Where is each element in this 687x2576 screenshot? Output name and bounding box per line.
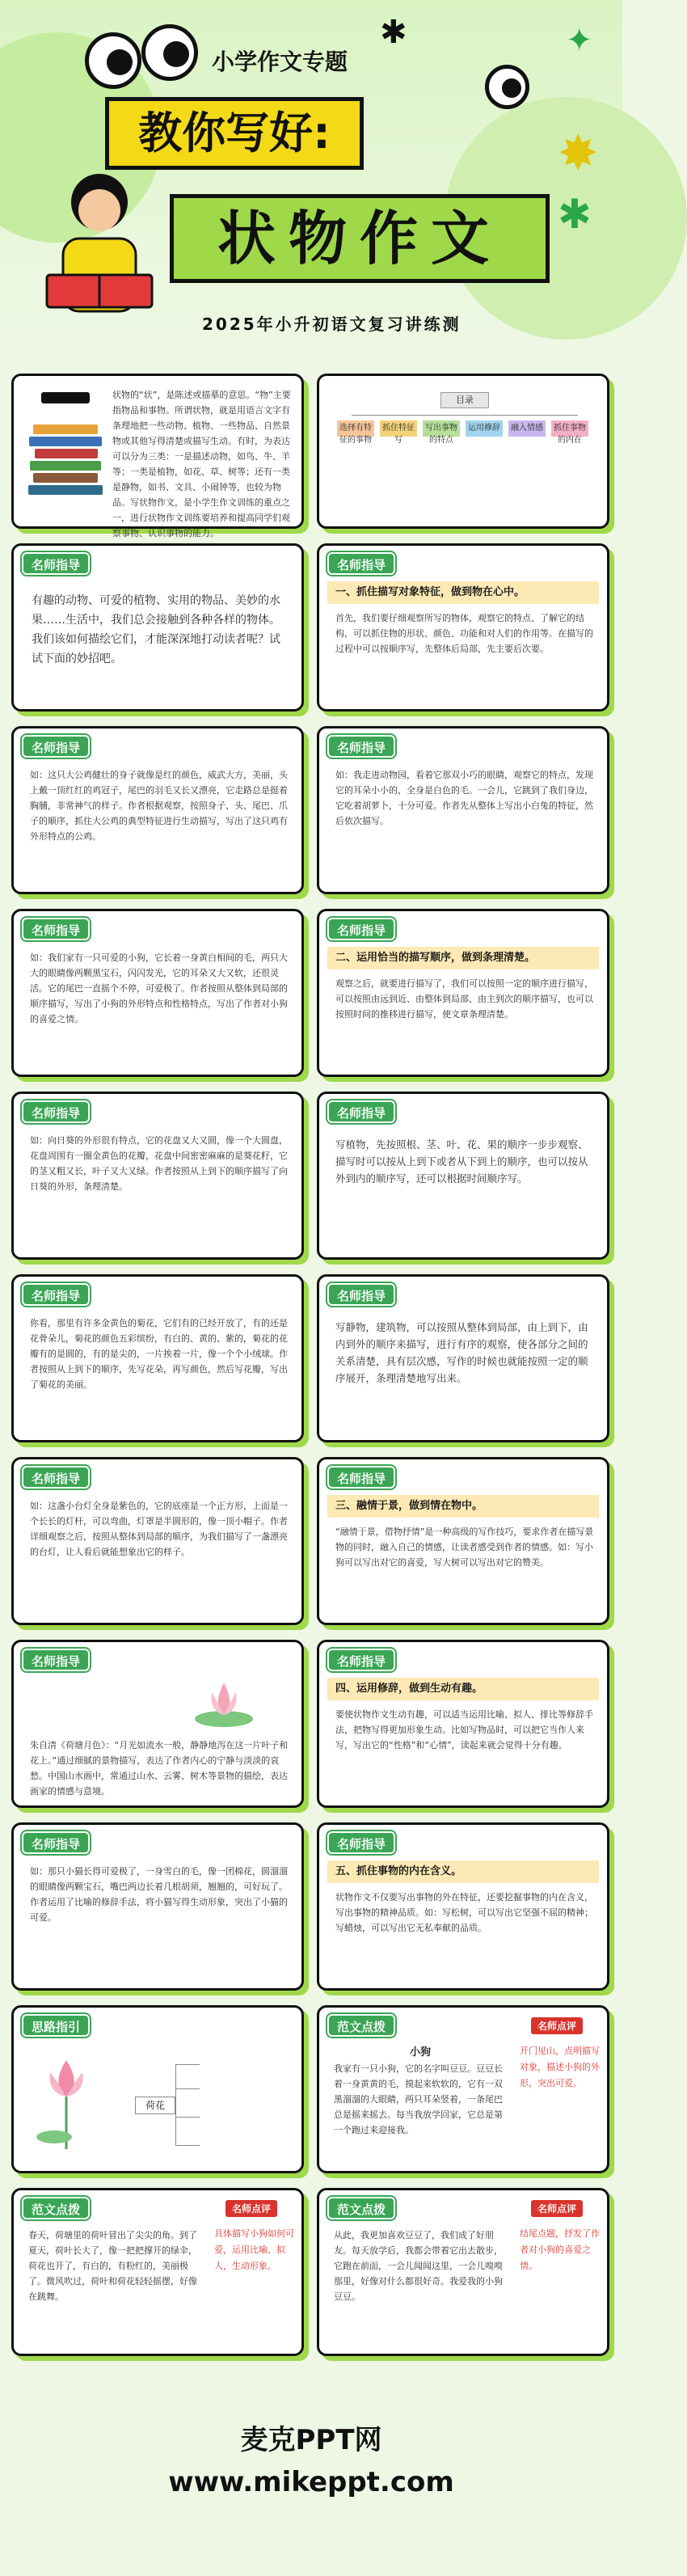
star-icon: ✱ [558, 191, 592, 238]
review-label: 名师点评 [531, 2017, 583, 2034]
guide-card [317, 1274, 609, 1442]
guide-card [11, 543, 304, 712]
section-text: 首先，我们要仔细观察所写的物体，观察它的特点、了解它的结构，可以抓住物的形状、颜色、功能和对人们的作用等。在描写的过程中可以按顺序写，先整体后局部，先主要后次要。 [335, 613, 593, 654]
mindmap-guide-card [11, 2005, 304, 2173]
section-text: “融情于景，借物抒情”是一种高级的写作技巧，要求作者在描写景物的同时，融入自己的情感，让读者感受到作者的情感。如：写小狗可以写出对它的喜爱，写大树可以写出对它的赞美。 [335, 1527, 594, 1568]
guide-card [11, 1274, 304, 1442]
eye-icon [141, 24, 198, 81]
section-text: 状物作文不仅要写出事物的外在特征，还要挖掘事物的内在含义，写出事物的精神品质。如：写松树，可以写出它坚强不屈的精神；写蜡烛，可以写出它无私奉献的品质。 [335, 1892, 593, 1933]
mindmap-center: 荷花 [135, 2097, 175, 2114]
section-badge: 范文点拨 [22, 2197, 90, 2219]
section-badge: 名师指导 [327, 1283, 395, 1306]
topic-tag: 小学作文专题 [212, 49, 348, 75]
review-label: 名师点评 [225, 2200, 277, 2217]
mindmap-branch: 抓住事物的内在 [551, 420, 588, 437]
hero-banner [0, 0, 622, 364]
section-badge: 名师指导 [327, 552, 395, 575]
guide-card [317, 909, 609, 1077]
section-heading: 一、抓住描写对象特征，做到物在心中。 [327, 581, 599, 604]
section-heading: 二、运用恰当的描写顺序，做到条理清楚。 [327, 947, 599, 969]
section-text: 如：我走进动物园，看着它那双小巧的眼睛，观察它的特点，发现它的耳朵小小的，全身是白色的毛。一会儿，它跳到了我们身边，它吃着胡萝卜，十分可爱。作者先从整体上写出小白兔的特征，然后依次描写。 [335, 770, 593, 826]
section-badge: 名师指导 [327, 1831, 395, 1854]
guide-card [317, 1092, 609, 1260]
sparkle-icon: ✱ [380, 14, 407, 51]
section-text: 写植物，先按照根、茎、叶、花、果的顺序一步步观察、描写时可以按从上到下或者从下到上的顺序，也可以按从外到内的顺序写，还可以根据时间顺序写。 [335, 1138, 588, 1185]
mindmap-card [317, 374, 609, 529]
eye-icon [85, 32, 141, 89]
section-badge: 名师指导 [327, 1466, 395, 1489]
footer-url[interactable]: www.mikeppt.com [168, 2466, 454, 2498]
section-text: 如：这只大公鸡健壮的身子就像是红的颜色，威武大方，美丽，头上戴一顶红红的鸡冠子，尾巴的羽毛又长又漂亮，它走路总是挺着胸脯，非常神气的样子。作者根据观察，按照身子、头、尾巴、爪子的顺序，抓住大公鸡的典型特征进行生动描写，写出了这只鸡有外形特点的公鸡。 [30, 770, 288, 842]
essay-text: 从此，我更加喜欢豆豆了，我们成了好朋友。每天放学后，我都会带着它出去散步，它跑在前面，一会儿闻闻这里，一会儿嗅嗅那里，好像对什么都很好奇。我爱我的小狗豆豆。 [334, 2230, 503, 2302]
guide-card [11, 1822, 304, 1991]
guide-card [317, 1457, 609, 1625]
section-text: 如：我们家有一只可爱的小狗，它长着一身黄白相间的毛，两只大大的眼睛像两颗黑宝石，闪闪发光，它的耳朵又大又软，还很灵活。它的尾巴一直摇个不停，可爱极了。作者按照从整体到局部的顺序描写，写出了小狗的外形特点和性格特点，写出了作者对小狗的喜爱之情。 [30, 952, 288, 1024]
eye-icon [485, 65, 529, 109]
section-text: 你看，那里有许多金黄色的菊花，它们有的已经开放了，有的还是花骨朵儿，菊花的颜色五彩缤纷，有白的、黄的、紫的，菊花的花瓣有的是圆的，有的是尖的，一片挨着一片，像一个个小绒球。作者按照从上到下的顺序，先写花朵，再写颜色，然后写花瓣，写出了菊花的美丽。 [30, 1318, 288, 1390]
mindmap-branch: 融入情感 [508, 420, 546, 437]
essay-card [11, 2188, 304, 2356]
section-badge: 名师指导 [22, 735, 90, 758]
section-text: 如：这盏小台灯全身是紫色的，它的底座是一个正方形，上面是一个长长的灯杆，可以弯曲，灯罩是半圆形的，像一顶小帽子。作者详细观察之后，按照从整体到局部的顺序，为我们描写了一盏漂亮的台灯，让人看后就能想象出它的样子。 [30, 1501, 288, 1557]
section-badge: 思路指引 [22, 2014, 90, 2037]
guide-card [317, 1640, 609, 1808]
guide-card [11, 726, 304, 894]
section-badge: 名师指导 [327, 1649, 395, 1671]
review-comment: 开门见山，点明描写对象，描述小狗的外形，突出可爱。 [520, 2046, 600, 2088]
essay-text: 春天，荷塘里的荷叶冒出了尖尖的角。到了夏天，荷叶长大了，像一把把撑开的绿伞，荷花也开了，有白的，有粉红的，美丽极了。微风吹过，荷叶和荷花轻轻摇摆，好像在跳舞。 [28, 2230, 197, 2302]
section-badge: 名师指导 [22, 1283, 90, 1306]
title-line-2: 状物作文 [170, 194, 550, 283]
section-text: 如：向日葵的外形很有特点，它的花盘又大又圆，像一个大圆盘，花盘周围有一圈金黄色的花瓣，花盘中间密密麻麻的是葵花籽，它的茎又粗又长，叶子又大又绿。作者按照从上到下的顺序描写了向日葵的外形，条理清楚。 [30, 1135, 288, 1192]
review-comment: 具体描写小狗如何可爱，运用比喻、拟人，生动形象。 [214, 2228, 294, 2271]
section-heading: 四、运用修辞，做到生动有趣。 [327, 1678, 599, 1700]
section-badge: 范文点拨 [327, 2014, 395, 2037]
section-heading: 五、抓住事物的内在含义。 [327, 1860, 599, 1883]
mindmap-center: 目录 [440, 392, 489, 408]
section-badge: 名师指导 [22, 1466, 90, 1489]
section-text: 如：那只小猫长得可爱极了，一身雪白的毛，像一团棉花，圆溜溜的眼睛像两颗宝石，嘴巴两边长着几根胡须，翘翘的，可好玩了。作者运用了比喻的修辞手法，将小猫写得生动形象，突出了小猫的可爱。 [30, 1866, 288, 1923]
mindmap-branch: 选择有特征的事物 [337, 420, 374, 437]
essay-title: 小狗 [409, 2046, 431, 2059]
guide-card [317, 1822, 609, 1991]
section-badge: 名师指导 [327, 918, 395, 940]
review-comment: 结尾点题，抒发了作者对小狗的喜爱之情。 [520, 2228, 600, 2271]
guide-card [317, 543, 609, 712]
section-badge: 名师指导 [22, 1100, 90, 1123]
mindmap-branch: 写出事物的特点 [423, 420, 460, 437]
section-badge: 名师指导 [327, 735, 395, 758]
intro-card [11, 374, 304, 538]
mindmap-branch: 运用修辞 [466, 420, 503, 437]
essay-text: 我家有一只小狗，它的名字叫豆豆。豆豆长着一身黄黄的毛，摸起来软软的，它有一双黑溜溜的大眼睛，两只耳朵竖着，一条尾巴总是摇来摇去。每当我放学回家，它总是第一个跑过来迎接我。 [334, 2063, 503, 2135]
section-text: 有趣的动物、可爱的植物、实用的物品、美妙的水果……生活中，我们总会接触到各种各样的物体。我们该如何描绘它们，才能深深地打动读者呢？试试下面的妙招吧。 [32, 594, 280, 665]
section-badge: 名师指导 [22, 552, 90, 575]
essay-card [317, 2188, 609, 2356]
section-badge: 名师指导 [22, 1649, 90, 1671]
section-badge: 名师指导 [22, 918, 90, 940]
essay-card [317, 2005, 609, 2173]
section-badge: 范文点拨 [327, 2197, 395, 2219]
star-icon: ✸ [558, 125, 599, 182]
section-badge: 名师指导 [327, 1100, 395, 1123]
lotus-icon [30, 2048, 103, 2153]
books-illustration [25, 392, 106, 513]
section-heading: 三、融情于景，做到情在物中。 [327, 1495, 599, 1518]
tagline: 2025年小升初语文复习讲练测 [202, 315, 462, 334]
guide-card [317, 726, 609, 894]
guide-card [11, 909, 304, 1077]
star-icon: ✦ [566, 22, 593, 59]
lotus-icon [192, 1674, 256, 1731]
section-text: 要使状物作文生动有趣，可以适当运用比喻、拟人、排比等修辞手法，把物写得更加形象生动。比如写物品时，可以把它当作人来写，写出它的“性格”和“心情”，读起来就会觉得十分有趣。 [335, 1709, 593, 1750]
footer-brand: 麦克PPT网 [240, 2424, 382, 2456]
intro-text: 状物的“状”，是陈述或描摹的意思。“物”主要指物品和事物。所谓状物，就是用语言文字有条理地把一些动物、植物、一些物品、自然景物或其他写得清楚或描写生动。有时，为表达可以分为三类：一是描述动物，如鸟、牛、羊等；一类是植物，如花、草、树等；还有一类是静物，如书、文具、小闹钟等，也较为物品。写状物作文，是小学生作文训练的重点之一，进行状物作文训练要培养和提高同学们观察事物、认识事物的能力。 [112, 390, 291, 538]
guide-card [11, 1457, 304, 1625]
review-label: 名师点评 [531, 2200, 583, 2217]
title-line-1: 教你写好: [105, 97, 364, 170]
section-text: 写静物，建筑物，可以按照从整体到局部，由上到下，由内到外的顺序来描写，进行有序的观察，使各部分之间的关系清楚，具有层次感，写作的时候也就能按照一定的顺序展开，条理清楚地写出来。 [335, 1321, 588, 1384]
mindmap-branch: 抓住特征写 [380, 420, 417, 437]
guide-card [11, 1092, 304, 1260]
section-badge: 名师指导 [22, 1831, 90, 1854]
guide-card [11, 1640, 304, 1808]
section-text: 朱自清《荷塘月色》：“月光如流水一般，静静地泻在这一片叶子和花上。”通过细腻的景物描写，表达了作者内心的宁静与淡淡的哀愁。中国山水画中，常通过山水、云雾、树木等景物的描绘，表达画家的情感与意境。 [30, 1740, 289, 1797]
section-text: 观察之后，就要进行描写了，我们可以按照一定的顺序进行描写，可以按照由远到近、由整体到局部、由主到次的顺序描写，也可以按照时间的推移进行描写，使文章条理清楚。 [335, 978, 593, 1020]
reader-illustration [23, 162, 176, 332]
